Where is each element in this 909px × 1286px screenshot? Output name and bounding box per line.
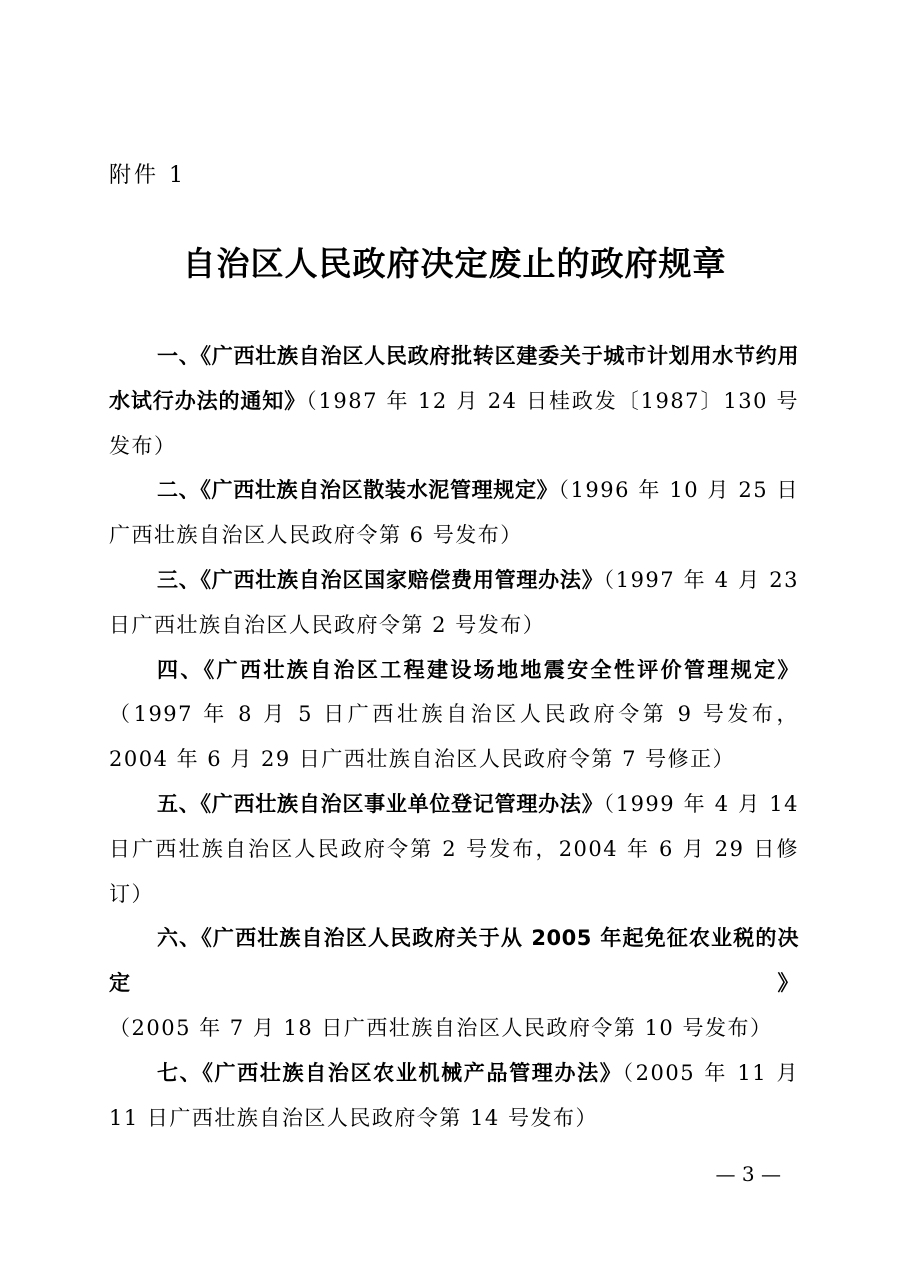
- rule-title: 四、《广西壮族自治区工程建设场地地震安全性评价管理规定》: [157, 657, 799, 682]
- rule-detail: （1996 年 10 月 25 日广西壮族自治区人民政府令第 6 号发布）: [109, 478, 800, 548]
- list-item: [109, 782, 799, 916]
- page-number: — 3 —: [715, 1162, 781, 1186]
- rule-detail: （1999 年 4 月 14 日广西壮族自治区人民政府令第 2 号发布，2004 年 6 月 29 日修订）: [109, 791, 799, 906]
- rule-title: 三、《广西壮族自治区国家赔偿费用管理办法》: [157, 567, 604, 592]
- rule-detail: （1997 年 8 月 5 日广西壮族自治区人民政府令第 9 号发布，2004 年 6 月 29 日广西壮族自治区人民政府令第 7 号修正）: [109, 702, 799, 772]
- rule-title: 五、《广西壮族自治区事业单位登记管理办法》: [157, 791, 604, 816]
- rule-detail: （2005 年 11 月 11 日广西壮族自治区人民政府令第 14 号发布）: [109, 1060, 799, 1130]
- rule-title: 六、《广西壮族自治区人民政府关于从 2005 年起免征农业税的决定》: [109, 926, 799, 996]
- rule-detail: （2005 年 7 月 18 日广西壮族自治区人民政府令第 10 号发布）: [109, 1015, 773, 1040]
- repealed-rules-list: [109, 334, 799, 1140]
- document-title: 自治区人民政府决定废止的政府规章: [182, 244, 727, 283]
- rule-title: 一、《广西壮族自治区人民政府批转区建委关于城市计划用水节约用水试行办法的通知》: [109, 344, 799, 413]
- rule-detail: （1987 年 12 月 24 日桂政发〔1987〕130 号发布）: [109, 388, 800, 458]
- list-item: [109, 468, 799, 558]
- list-item: [109, 334, 799, 468]
- rule-title: 二、《广西壮族自治区散装水泥管理规定》: [157, 478, 559, 503]
- rule-title: 七、《广西壮族自治区农业机械产品管理办法》: [157, 1060, 623, 1085]
- attachment-label: 附件 1: [109, 163, 186, 188]
- list-item: [109, 648, 799, 782]
- list-item: [109, 916, 799, 1050]
- list-item: [109, 558, 799, 648]
- list-item: [109, 1051, 799, 1141]
- rule-detail: （1997 年 4 月 23 日广西壮族自治区人民政府令第 2 号发布）: [109, 567, 799, 637]
